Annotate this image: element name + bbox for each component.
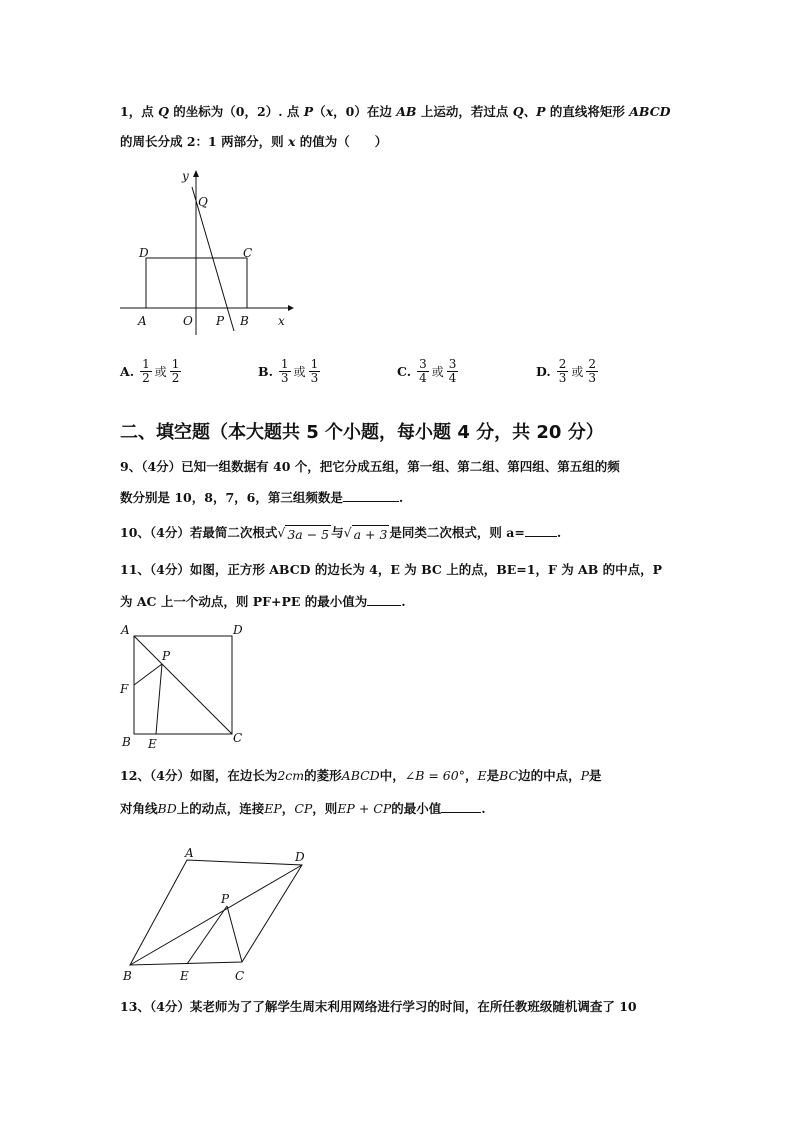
label-d: D bbox=[233, 623, 243, 637]
diagonal-bd bbox=[130, 865, 302, 965]
fraction bbox=[447, 358, 459, 385]
q1-var-p: P bbox=[303, 104, 314, 119]
q12-text: 的最小值 bbox=[391, 801, 442, 816]
label-d: D bbox=[295, 850, 305, 864]
answer-blank[interactable] bbox=[343, 489, 399, 502]
q1-line1 bbox=[120, 103, 680, 121]
q9-text: 9、（4分）已知一组数据有 40 个，把它分成五组，第一组、第二组、第四组、第五组的频 bbox=[120, 459, 620, 474]
option-a[interactable] bbox=[120, 358, 183, 385]
q12-line1 bbox=[120, 767, 680, 785]
q1-text: 1，点 bbox=[120, 104, 159, 119]
q11-text: 11、（4分）如图，正方形 ABCD 的边长为 4，E 为 BC 上的点，BE=1，F 为 AB 的中点，P bbox=[120, 562, 663, 577]
q12-text: 的菱形 bbox=[304, 768, 342, 783]
q12-text: 12、（4分）如图，在边长为 bbox=[120, 768, 278, 783]
q12-var-e: E bbox=[477, 768, 487, 783]
denominator: 3 bbox=[588, 371, 597, 385]
radicand: a + 3 bbox=[353, 527, 388, 542]
diagonal-ac bbox=[134, 636, 232, 734]
q12-line2 bbox=[120, 800, 680, 818]
label-p: P bbox=[162, 649, 171, 663]
sqrt-expression-2 bbox=[344, 524, 390, 544]
q9-line2 bbox=[120, 489, 680, 507]
q1-text: 的周长分成 2：1 两部分，则 bbox=[120, 134, 288, 149]
q9-end: . bbox=[398, 490, 404, 505]
radicand: 3a − 5 bbox=[287, 527, 330, 542]
label-p: P bbox=[221, 892, 230, 906]
q9-text: 数分别是 10，8，7，6，第三组频数是 bbox=[120, 490, 343, 505]
radical-sign: √ bbox=[343, 525, 352, 540]
label-p: P bbox=[216, 314, 225, 328]
option-letter: B. bbox=[258, 364, 273, 379]
denominator: 3 bbox=[310, 371, 319, 385]
denominator: 2 bbox=[142, 371, 150, 385]
q12-end: . bbox=[481, 801, 486, 816]
label-b: B bbox=[123, 969, 132, 983]
option-c[interactable] bbox=[397, 358, 460, 385]
q1-var-q: Q bbox=[158, 104, 169, 119]
denominator: 3 bbox=[558, 371, 567, 385]
q12-text: ， bbox=[464, 768, 478, 783]
q12-var-bd: BD bbox=[157, 801, 177, 816]
q12-text: 是 bbox=[589, 768, 602, 783]
answer-blank[interactable] bbox=[525, 524, 557, 537]
fraction bbox=[140, 358, 152, 385]
numerator: 1 bbox=[142, 357, 150, 371]
q12-angle: ∠B = 60° bbox=[404, 768, 465, 783]
q1-figure bbox=[110, 165, 310, 340]
q12-var-ep: EP bbox=[264, 801, 282, 816]
option-letter: A. bbox=[120, 364, 135, 379]
q1-text: （ bbox=[313, 104, 326, 119]
q11-text: 为 AC 上一个动点，则 PF+PE 的最小值为 bbox=[120, 594, 368, 609]
label-x: x bbox=[278, 314, 285, 328]
q11-line2 bbox=[120, 593, 680, 611]
q12-text: 对角线 bbox=[120, 801, 158, 816]
q1-text: 的坐标为（0，2）. 点 bbox=[168, 104, 304, 119]
option-d[interactable] bbox=[536, 358, 600, 385]
q1-var-ab: AB bbox=[396, 104, 417, 119]
q12-text: 是 bbox=[486, 768, 500, 783]
x-axis-arrow bbox=[288, 305, 294, 311]
answer-blank[interactable] bbox=[441, 800, 481, 813]
q12-text: 边的中点， bbox=[518, 768, 581, 783]
option-letter: D. bbox=[536, 364, 551, 379]
q1-text: ，0）在边 bbox=[333, 104, 397, 119]
numerator: 1 bbox=[310, 357, 319, 371]
label-e: E bbox=[180, 969, 189, 983]
q10-text: 10、（4分）若最简二次根式 bbox=[120, 525, 278, 540]
or-text: 或 bbox=[431, 365, 444, 379]
q12-text: ，则 bbox=[312, 801, 338, 816]
numerator: 3 bbox=[419, 357, 427, 371]
q12-text: 上的动点，连接 bbox=[176, 801, 265, 816]
q1-var-x: x bbox=[325, 104, 334, 119]
q11-line1 bbox=[120, 561, 680, 579]
q1-text: 的值为（ ） bbox=[295, 134, 388, 149]
denominator: 2 bbox=[171, 371, 180, 385]
q13-text: 13、（4分）某老师为了了解学生周末利用网络进行学习的时间，在所任教班级随机调查了 10 bbox=[120, 999, 637, 1014]
q12-text: 中， bbox=[379, 768, 405, 783]
q12-figure bbox=[115, 840, 325, 990]
fraction bbox=[170, 358, 182, 385]
q10-text: 是同类二次根式，则 a= bbox=[389, 525, 525, 540]
q12-text: ， bbox=[281, 801, 295, 816]
q11-end: . bbox=[401, 594, 406, 609]
q13-line1 bbox=[120, 998, 680, 1016]
option-letter: C. bbox=[397, 364, 412, 379]
fraction bbox=[557, 358, 569, 385]
fraction bbox=[417, 358, 429, 385]
numerator: 1 bbox=[171, 357, 180, 371]
q1-var-x: x bbox=[287, 134, 296, 149]
label-c: C bbox=[233, 731, 243, 745]
or-text: 或 bbox=[154, 365, 167, 379]
numerator: 2 bbox=[558, 357, 567, 371]
label-c: C bbox=[243, 246, 253, 260]
q12-length: 2cm bbox=[277, 768, 305, 783]
or-text: 或 bbox=[293, 365, 306, 379]
label-b: B bbox=[122, 735, 131, 749]
section-title: 二、填空题（本大题共 5 个小题，每小题 4 分，共 20 分） bbox=[120, 422, 604, 443]
q12-var-cp: CP bbox=[294, 801, 313, 816]
q1-var-abcd: ABCD bbox=[629, 104, 671, 119]
segment-ep bbox=[187, 906, 227, 964]
q12-sum: EP + CP bbox=[337, 801, 392, 816]
or-text: 或 bbox=[571, 365, 584, 379]
label-d: D bbox=[139, 246, 149, 260]
sqrt-expression-1 bbox=[277, 524, 331, 544]
q1-text: 的直线将矩形 bbox=[545, 104, 630, 119]
label-c: C bbox=[235, 969, 245, 983]
q1-line2 bbox=[120, 133, 680, 151]
q10-line bbox=[120, 524, 680, 544]
q10-text: 与 bbox=[331, 525, 344, 540]
label-f: F bbox=[120, 682, 129, 696]
numerator: 2 bbox=[588, 357, 597, 371]
label-a: A bbox=[185, 846, 194, 860]
segment-pf bbox=[134, 664, 162, 685]
radical-sign: √ bbox=[277, 525, 286, 540]
q10-end: . bbox=[556, 525, 562, 540]
q12-var-bc: BC bbox=[499, 768, 519, 783]
segment-pe bbox=[156, 664, 162, 734]
label-y: y bbox=[182, 169, 189, 183]
denominator: 4 bbox=[419, 371, 427, 385]
q12-var-p: P bbox=[580, 768, 590, 783]
fraction bbox=[309, 358, 321, 385]
segment-cp bbox=[227, 906, 242, 962]
answer-blank[interactable] bbox=[367, 593, 401, 606]
numerator: 1 bbox=[280, 357, 289, 371]
label-q: Q bbox=[198, 195, 208, 209]
label-e: E bbox=[148, 737, 157, 751]
fraction bbox=[279, 358, 291, 385]
denominator: 4 bbox=[448, 371, 457, 385]
option-b[interactable] bbox=[258, 358, 322, 385]
fraction bbox=[586, 358, 598, 385]
label-a: A bbox=[121, 623, 130, 637]
q9-line1 bbox=[120, 458, 680, 476]
q11-figure bbox=[115, 620, 255, 755]
y-axis-arrow bbox=[193, 170, 199, 177]
q1-var-qp: Q、P bbox=[512, 104, 546, 119]
label-a: A bbox=[138, 314, 147, 328]
label-o: O bbox=[183, 314, 193, 328]
rhombus-abcd bbox=[130, 860, 302, 965]
q12-shape: ABCD bbox=[341, 768, 380, 783]
q1-text: 上运动，若过点 bbox=[416, 104, 513, 119]
label-b: B bbox=[240, 314, 249, 328]
numerator: 3 bbox=[448, 357, 457, 371]
denominator: 3 bbox=[280, 371, 289, 385]
